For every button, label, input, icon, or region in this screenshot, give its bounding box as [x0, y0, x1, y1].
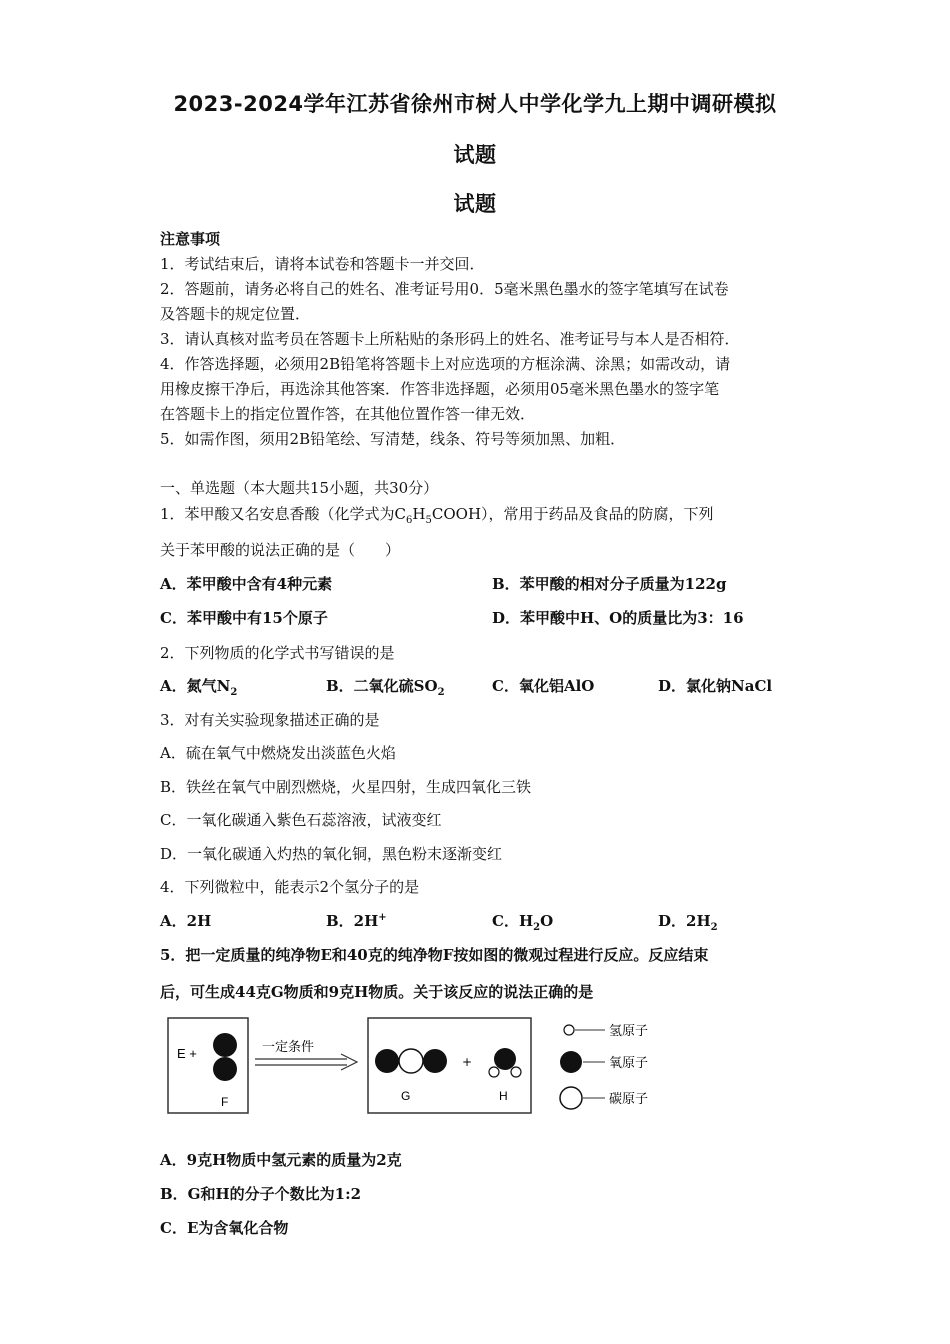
q4-option-d[interactable]: [658, 910, 718, 933]
reaction-diagram: [165, 1013, 675, 1123]
q4-option-d-text: D．2H: [658, 912, 711, 930]
q5-stem-line2: 后，可生成44克G物质和9克H物质。关于该反应的说法正确的是: [160, 983, 594, 1001]
q3-option-b[interactable]: B．铁丝在氧气中剧烈燃烧，火星四射，生成四氧化三铁: [160, 778, 532, 796]
notice-item-2-cont: 及答题卡的规定位置．: [160, 305, 311, 323]
q1-option-a[interactable]: A．苯甲酸中含有4种元素: [160, 575, 333, 593]
notice-item-4-cont1: 用橡皮擦干净后，再选涂其他答案．作答非选择题，必须用05毫米黑色墨水的签字笔: [160, 380, 720, 398]
arrow-label: 一定条件: [262, 1040, 315, 1055]
q5-stem-line1: 5．把一定质量的纯净物E和40克的纯净物F按如图的微观过程进行反应。反应结束: [160, 946, 709, 964]
legend-oxygen-label: 氧原子: [609, 1056, 649, 1071]
q2-stem: 2．下列物质的化学式书写错误的是: [160, 644, 395, 662]
section-heading: 一、单选题（本大题共15小题，共30分）: [160, 479, 439, 497]
q4-option-d-sub: 2: [710, 922, 718, 933]
q2-option-a[interactable]: [160, 675, 237, 698]
notice-item-4: 4．作答选择题，必须用2B铅笔将答题卡上对应选项的方框涂满、涂黑；如需改动，请: [160, 355, 731, 373]
q1-option-d[interactable]: D．苯甲酸中H、O的质量比为3：16: [492, 609, 744, 627]
g-carbon-atom: [399, 1049, 423, 1073]
notice-item-5: 5．如需作图，须用2B铅笔绘、写清楚，线条、符号等须加黑、加粗．: [160, 430, 626, 448]
h-label: H: [499, 1089, 508, 1103]
q1-sub-6: 6: [406, 515, 413, 526]
q1-option-c[interactable]: C．苯甲酸中有15个原子: [160, 609, 328, 627]
q3-option-a[interactable]: A．硫在氧气中燃烧发出淡蓝色火焰: [160, 744, 396, 762]
q1-option-b[interactable]: B．苯甲酸的相对分子质量为122g: [492, 575, 727, 593]
q5-option-c[interactable]: C．E为含氧化合物: [160, 1219, 289, 1237]
notice-item-3: 3．请认真核对监考员在答题卡上所粘贴的条形码上的姓名、准考证号与本人是否相符．: [160, 330, 740, 348]
f-oxygen-atom-bottom: [213, 1057, 237, 1081]
legend-carbon-icon: [560, 1087, 582, 1109]
q2-option-b[interactable]: [326, 675, 445, 698]
h-oxygen-atom: [494, 1048, 516, 1070]
notice-item-2: 2．答题前，请务必将自己的姓名、准考证号用0．5毫米黑色墨水的签字笔填写在试卷: [160, 280, 729, 298]
q4-option-c-sub: 2: [533, 922, 541, 933]
q3-stem: 3．对有关实验现象描述正确的是: [160, 711, 380, 729]
g-label: G: [401, 1089, 411, 1103]
h-hydrogen-atom-left: [489, 1067, 499, 1077]
q2-option-a-sub: 2: [230, 687, 238, 698]
legend-hydrogen-icon: [564, 1025, 574, 1035]
e-label: E +: [177, 1046, 197, 1061]
q1-stem-a: 1．苯甲酸又名安息香酸（化学式为C: [160, 505, 407, 523]
page-subtitle: 试题: [453, 192, 497, 216]
q1-stem-b: COOH），常用于药品及食品的防腐，下列: [431, 505, 714, 523]
q4-option-b-sup: +: [378, 912, 387, 923]
q4-option-c[interactable]: [492, 910, 553, 933]
notice-heading: 注意事项: [160, 230, 221, 248]
q5-option-b[interactable]: B．G和H的分子个数比为1:2: [160, 1185, 362, 1203]
notice-item-1: 1．考试结束后，请将本试卷和答题卡一并交回．: [160, 255, 485, 273]
page-title-line2: 试题: [453, 143, 497, 167]
f-label: F: [221, 1095, 229, 1109]
q5-option-a[interactable]: A．9克H物质中氢元素的质量为2克: [160, 1151, 402, 1169]
q1-stem-line2: 关于苯甲酸的说法正确的是（ ）: [160, 541, 401, 559]
legend-oxygen-icon: [560, 1051, 582, 1073]
f-oxygen-atom-top: [213, 1033, 237, 1057]
q3-option-d[interactable]: D．一氧化碳通入灼热的氧化铜，黑色粉末逐渐变红: [160, 845, 503, 863]
q2-option-b-text: B．二氧化硫SO: [326, 677, 438, 695]
notice-item-4-cont2: 在答题卡上的指定位置作答，在其他位置作答一律无效．: [160, 405, 536, 423]
g-oxygen-atom-left: [375, 1049, 399, 1073]
q3-option-c[interactable]: C．一氧化碳通入紫色石蕊溶液，试液变红: [160, 811, 442, 829]
arrow-head: [341, 1054, 357, 1070]
page-title-line1: 2023-2024学年江苏省徐州市树人中学化学九上期中调研模拟: [173, 92, 777, 116]
q4-option-b[interactable]: [326, 910, 387, 931]
q4-option-b-text: B．2H: [326, 912, 379, 930]
q1-stem: [160, 503, 714, 526]
legend-carbon-label: 碳原子: [609, 1092, 649, 1107]
q4-stem: 4．下列微粒中，能表示2个氢分子的是: [160, 878, 420, 896]
h-hydrogen-atom-right: [511, 1067, 521, 1077]
g-oxygen-atom-right: [423, 1049, 447, 1073]
q2-option-d[interactable]: D．氯化钠NaCl: [658, 677, 773, 695]
q4-option-c-tail: O: [540, 912, 554, 930]
q1-sub-5: 5: [425, 515, 432, 526]
q4-option-c-text: C．H: [492, 912, 534, 930]
q2-option-c[interactable]: C．氧化铝AlO: [492, 677, 595, 695]
q4-option-a[interactable]: A．2H: [160, 912, 212, 930]
q2-option-b-sub: 2: [437, 687, 445, 698]
q2-option-a-text: A．氮气N: [160, 677, 231, 695]
legend-hydrogen-label: 氢原子: [609, 1024, 649, 1039]
product-plus: +: [462, 1055, 473, 1069]
q1-h: H: [412, 505, 426, 523]
